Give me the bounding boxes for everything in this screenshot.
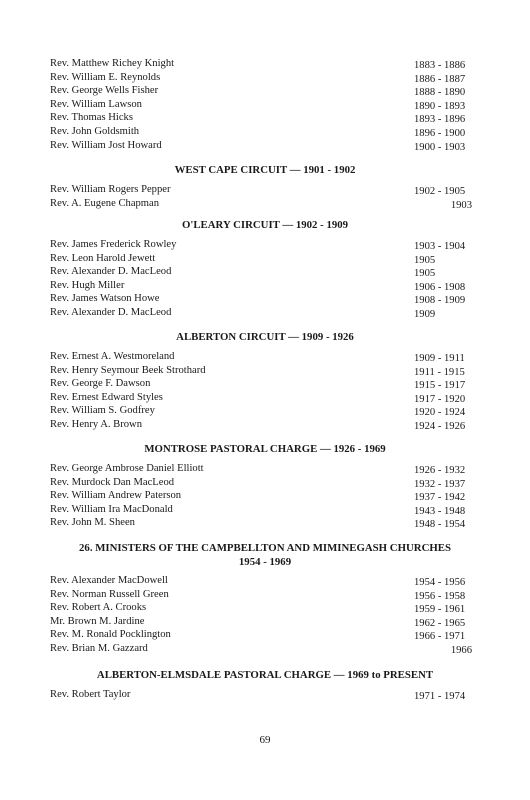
minister-name: Rev. William Ira MacDonald xyxy=(50,503,173,515)
list-item xyxy=(0,574,530,588)
list-item xyxy=(0,125,530,139)
service-years: 1943 - 1948 xyxy=(414,505,466,517)
list-item xyxy=(0,391,530,405)
section-montrose xyxy=(0,462,530,530)
service-years: 1911 - 1915 xyxy=(414,366,465,378)
list-item xyxy=(0,628,530,642)
list-item xyxy=(0,238,530,252)
list-item xyxy=(0,364,530,378)
section-heading-alberton-circuit: ALBERTON CIRCUIT — 1909 - 1926 xyxy=(176,331,354,343)
list-item xyxy=(0,292,530,306)
minister-name: Rev. Ernest A. Westmoreland xyxy=(50,351,175,362)
list-item xyxy=(0,377,530,391)
minister-name: Rev. Ernest Edward Styles xyxy=(50,391,163,403)
minister-name: Rev. Murdock Dan MacLeod xyxy=(50,476,175,488)
minister-name: Rev. Alexander MacDowell xyxy=(50,575,168,586)
minister-name: Rev. George F. Dawson xyxy=(50,378,151,390)
section-alberton-circuit xyxy=(0,350,530,432)
list-item xyxy=(0,265,530,279)
minister-name: Rev. Leon Harold Jewett xyxy=(50,252,156,264)
service-years: 1900 - 1903 xyxy=(414,141,466,153)
service-years: 1888 - 1890 xyxy=(414,87,466,99)
minister-name: Rev. John M. Sheen xyxy=(50,517,135,529)
service-years: 1937 - 1942 xyxy=(414,492,466,504)
section-campbellton xyxy=(0,574,530,656)
minister-name: Rev. William Andrew Paterson xyxy=(50,490,182,502)
service-years: 1926 - 1932 xyxy=(414,465,466,476)
section-heading-montrose: MONTROSE PASTORAL CHARGE — 1926 - 1969 xyxy=(144,443,386,455)
service-years: 1954 - 1956 xyxy=(414,577,466,588)
service-years: 1971 - 1974 xyxy=(414,691,466,702)
list-item xyxy=(0,601,530,615)
list-item xyxy=(0,462,530,476)
section-alberton-elmsdale xyxy=(0,688,530,702)
minister-name: Rev. Alexander D. MacLeod xyxy=(50,306,172,318)
minister-name: Rev. Robert Taylor xyxy=(50,689,131,700)
minister-name: Rev. Norman Russell Green xyxy=(50,588,169,600)
section-heading-west-cape: WEST CAPE CIRCUIT — 1901 - 1902 xyxy=(174,164,356,176)
minister-name: Rev. George Ambrose Daniel Elliott xyxy=(50,463,204,474)
service-years: 1903 xyxy=(450,199,472,211)
list-item xyxy=(0,306,530,320)
service-years: 1896 - 1900 xyxy=(414,127,466,139)
service-years: 1905 xyxy=(414,268,436,280)
service-years: 1920 - 1924 xyxy=(414,407,466,419)
section-heading-campbellton-years: 1954 - 1969 xyxy=(238,556,292,568)
minister-name: Rev. William Jost Howard xyxy=(50,139,162,151)
list-item xyxy=(0,197,530,211)
service-years: 1890 - 1893 xyxy=(414,100,466,112)
list-item xyxy=(0,476,530,490)
list-item xyxy=(0,688,530,702)
service-years: 1908 - 1909 xyxy=(414,295,466,307)
list-item xyxy=(0,183,530,197)
service-years: 1948 - 1954 xyxy=(414,519,466,531)
list-item xyxy=(0,418,530,432)
minister-name: Rev. William E. Reynolds xyxy=(50,71,161,83)
list-item xyxy=(0,489,530,503)
service-years: 1962 - 1965 xyxy=(414,617,466,629)
list-item xyxy=(0,404,530,418)
section-heading-campbellton: 26. MINISTERS OF THE CAMPBELLTON AND MIMINEGASH CHURCHES xyxy=(79,542,451,554)
minister-name: Rev. Hugh Miller xyxy=(50,279,125,291)
minister-name: Rev. Robert A. Crooks xyxy=(50,602,147,614)
section-heading-alberton-elmsdale: ALBERTON-ELMSDALE PASTORAL CHARGE — 1969 to PRESENT xyxy=(96,669,434,681)
section-oleary xyxy=(0,238,530,320)
minister-name: Rev. Brian M. Gazzard xyxy=(50,642,148,654)
service-years: 1903 - 1904 xyxy=(414,241,466,252)
minister-name: Rev. Henry Seymour Beek Strothard xyxy=(50,364,206,376)
minister-name: Rev. A. Eugene Chapman xyxy=(50,197,160,209)
minister-name: Rev. James Frederick Rowley xyxy=(50,239,177,250)
service-years: 1966 - 1971 xyxy=(414,631,466,643)
service-years: 1905 xyxy=(414,254,436,266)
page-number: 69 xyxy=(259,734,271,746)
minister-name: Rev. Matthew Richey Knight xyxy=(50,58,175,69)
service-years: 1932 - 1937 xyxy=(414,478,466,490)
minister-name: Rev. William Lawson xyxy=(50,98,142,110)
minister-name: Rev. Alexander D. MacLeod xyxy=(50,266,172,278)
service-years: 1906 - 1908 xyxy=(414,281,466,293)
list-item xyxy=(0,516,530,530)
minister-name: Rev. George Wells Fisher xyxy=(50,85,159,97)
minister-name: Rev. Henry A. Brown xyxy=(50,418,142,430)
minister-name: Rev. William Rogers Pepper xyxy=(50,184,171,195)
list-item xyxy=(0,279,530,293)
list-item xyxy=(0,84,530,98)
list-item xyxy=(0,350,530,364)
list-item xyxy=(0,111,530,125)
service-years: 1924 - 1926 xyxy=(414,420,466,432)
section-continued xyxy=(0,57,530,152)
service-years: 1917 - 1920 xyxy=(414,393,466,405)
service-years: 1902 - 1905 xyxy=(414,186,466,197)
list-item xyxy=(0,252,530,266)
service-years: 1893 - 1896 xyxy=(414,114,466,126)
section-west-cape xyxy=(0,183,530,210)
list-item xyxy=(0,57,530,71)
list-item xyxy=(0,588,530,602)
service-years: 1883 - 1886 xyxy=(414,60,466,71)
section-heading-oleary: O'LEARY CIRCUIT — 1902 - 1909 xyxy=(181,219,349,231)
list-item xyxy=(0,71,530,85)
service-years: 1956 - 1958 xyxy=(414,590,466,602)
minister-name: Rev. John Goldsmith xyxy=(50,125,140,137)
minister-name: Rev. William S. Godfrey xyxy=(50,405,155,417)
service-years: 1915 - 1917 xyxy=(414,380,466,392)
list-item xyxy=(0,98,530,112)
service-years: 1909 - 1911 xyxy=(414,353,465,364)
service-years: 1966 xyxy=(450,644,472,656)
service-years: 1959 - 1961 xyxy=(414,604,466,616)
minister-name: Mr. Brown M. Jardine xyxy=(50,615,145,627)
list-item xyxy=(0,615,530,629)
service-years: 1909 xyxy=(414,308,436,320)
list-item xyxy=(0,139,530,153)
service-years: 1886 - 1887 xyxy=(414,73,466,85)
list-item xyxy=(0,503,530,517)
list-item xyxy=(0,642,530,656)
minister-name: Rev. Thomas Hicks xyxy=(50,112,133,124)
minister-name: Rev. James Watson Howe xyxy=(50,293,160,305)
minister-name: Rev. M. Ronald Pocklington xyxy=(50,629,171,641)
